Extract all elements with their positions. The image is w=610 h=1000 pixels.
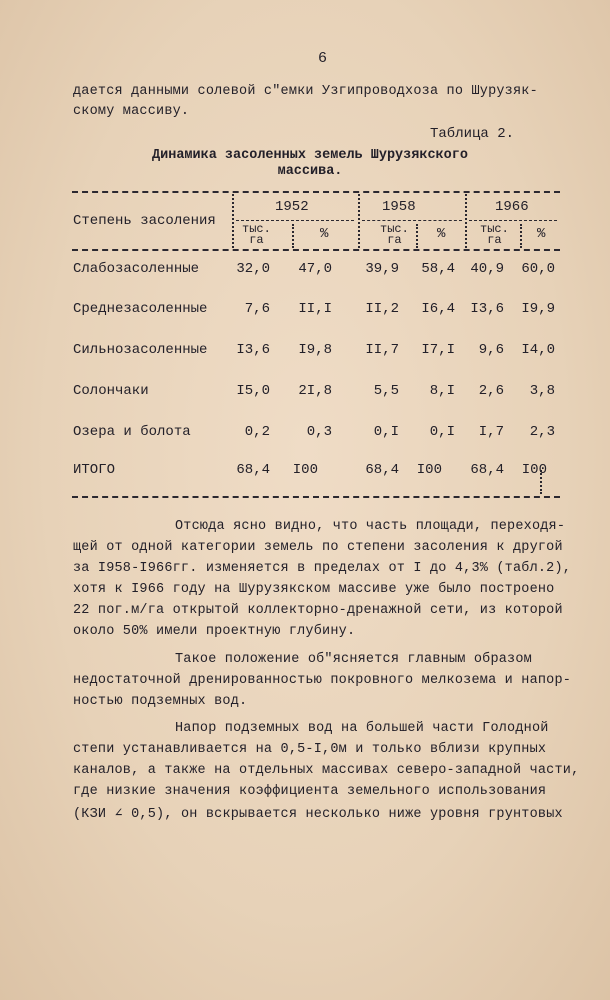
paragraph-line: каналов, а также на отдельных массивах северо-западной части, (73, 763, 580, 778)
paragraph-line: где низкие значения коэффициента земельного использования (73, 784, 547, 799)
cell-value: I00 (521, 462, 547, 478)
table-label: Таблица 2. (430, 126, 515, 142)
cell-value: 68,4 (470, 462, 504, 478)
cell-value: I3,6 (470, 301, 504, 317)
subheader-area: тыс. га (480, 222, 509, 247)
paragraph-line: Напор подземных вод на большей части Голодной (175, 721, 549, 736)
cell-value: 2,3 (529, 424, 555, 440)
paragraph-line: за I958-I966гг. изменяется в пределах от I до 4,3% (табл.2), (73, 561, 572, 576)
paragraph-line: 22 пог.м/га открытой коллекторно-дренажной сети, из которой (73, 603, 563, 618)
cell-value: I,7 (478, 424, 504, 440)
year-header-1966: 1966 (495, 199, 529, 215)
table-top-rule (72, 191, 560, 193)
cell-value: I5,0 (236, 383, 270, 399)
cell-value: 58,4 (421, 261, 455, 277)
year-underline (469, 220, 557, 221)
row-label: Среднезасоленные (73, 301, 208, 317)
paragraph-line: степи устанавливается на 0,5-I,0м и только вблизи крупных (73, 742, 547, 757)
table-bottom-rule (72, 496, 560, 498)
cell-value: I6,4 (421, 301, 455, 317)
column-separator (292, 224, 294, 248)
paragraph-line: щей от одной категории земель по степени засоления к другой (73, 540, 563, 555)
cell-value: 8,I (429, 383, 455, 399)
cell-value: 60,0 (521, 261, 555, 277)
year-underline (362, 220, 462, 221)
row-label: Слабозасоленные (73, 261, 200, 277)
column-separator (232, 194, 234, 248)
page-number: 6 (318, 50, 328, 67)
subheader-percent: % (320, 226, 329, 242)
paragraph-line: недостаточной дренированностью покровного мелкозема и напор- (73, 673, 572, 688)
paragraph-line: ностью подземных вод. (73, 694, 248, 709)
table-title (100, 148, 520, 180)
column-separator (520, 224, 522, 248)
intro-line: дается данными солевой с"емки Узгипроводхоза по Шурузяк- (73, 84, 538, 99)
cell-value: 68,4 (365, 462, 399, 478)
cell-value: 32,0 (236, 261, 270, 277)
cell-value: I9,8 (298, 342, 332, 358)
column-separator (465, 194, 467, 248)
paragraph-line: Такое положение об"ясняется главным образом (175, 652, 532, 667)
table-title-line: Динамика засоленных земель Шурузякского (152, 148, 468, 163)
cell-value: I7,I (421, 342, 455, 358)
row-label: Сильнозасоленные (73, 342, 208, 358)
cell-value: II,2 (365, 301, 399, 317)
cell-value: 0,I (429, 424, 455, 440)
row-label: Солончаки (73, 383, 149, 399)
cell-value: 2,6 (478, 383, 504, 399)
intro-line: скому массиву. (73, 104, 190, 119)
subheader-area: тыс. га (242, 222, 271, 247)
cell-value: 0,2 (244, 424, 270, 440)
paragraph-line: Отсюда ясно видно, что часть площади, переходя- (175, 519, 566, 534)
cell-value: 9,6 (478, 342, 504, 358)
cell-value: II,I (298, 301, 332, 317)
cell-value: 0,I (373, 424, 399, 440)
column-separator (416, 224, 418, 248)
row-label: Озера и болота (73, 424, 191, 440)
cell-value: I00 (416, 462, 442, 478)
column-header-salinity: Степень засоления (73, 213, 216, 229)
cell-value: 40,9 (470, 261, 504, 277)
cell-value: I3,6 (236, 342, 270, 358)
table-header-rule (72, 249, 560, 251)
column-separator (358, 194, 360, 248)
cell-value: 3,8 (529, 383, 555, 399)
cell-value: II,7 (365, 342, 399, 358)
cell-value: 7,6 (244, 301, 270, 317)
subheader-percent: % (437, 226, 446, 242)
cell-value: 0,3 (306, 424, 332, 440)
row-label: ИТОГО (73, 462, 116, 478)
cell-value: I9,9 (521, 301, 555, 317)
paragraph-line: хотя к I966 году на Шурузякском массиве уже было построено (73, 582, 555, 597)
cell-value: 47,0 (298, 261, 332, 277)
cell-value: 5,5 (373, 383, 399, 399)
paragraph-line: около 50% имели проектную глубину. (73, 624, 356, 639)
table-title-line: массива. (277, 164, 343, 179)
cell-value: I00 (292, 462, 318, 478)
cell-value: 2I,8 (298, 383, 332, 399)
paragraph-line: (КЗИ ∠ 0,5), он вскрывается несколько ниже уровня грунтовых (73, 807, 563, 822)
cell-value: 68,4 (236, 462, 270, 478)
year-underline (236, 220, 354, 221)
cell-value: 39,9 (365, 261, 399, 277)
cell-value: I4,0 (521, 342, 555, 358)
subheader-percent: % (537, 226, 546, 242)
year-header-1952: 1952 (275, 199, 309, 215)
subheader-area: тыс. га (380, 222, 409, 247)
year-header-1958: 1958 (382, 199, 416, 215)
